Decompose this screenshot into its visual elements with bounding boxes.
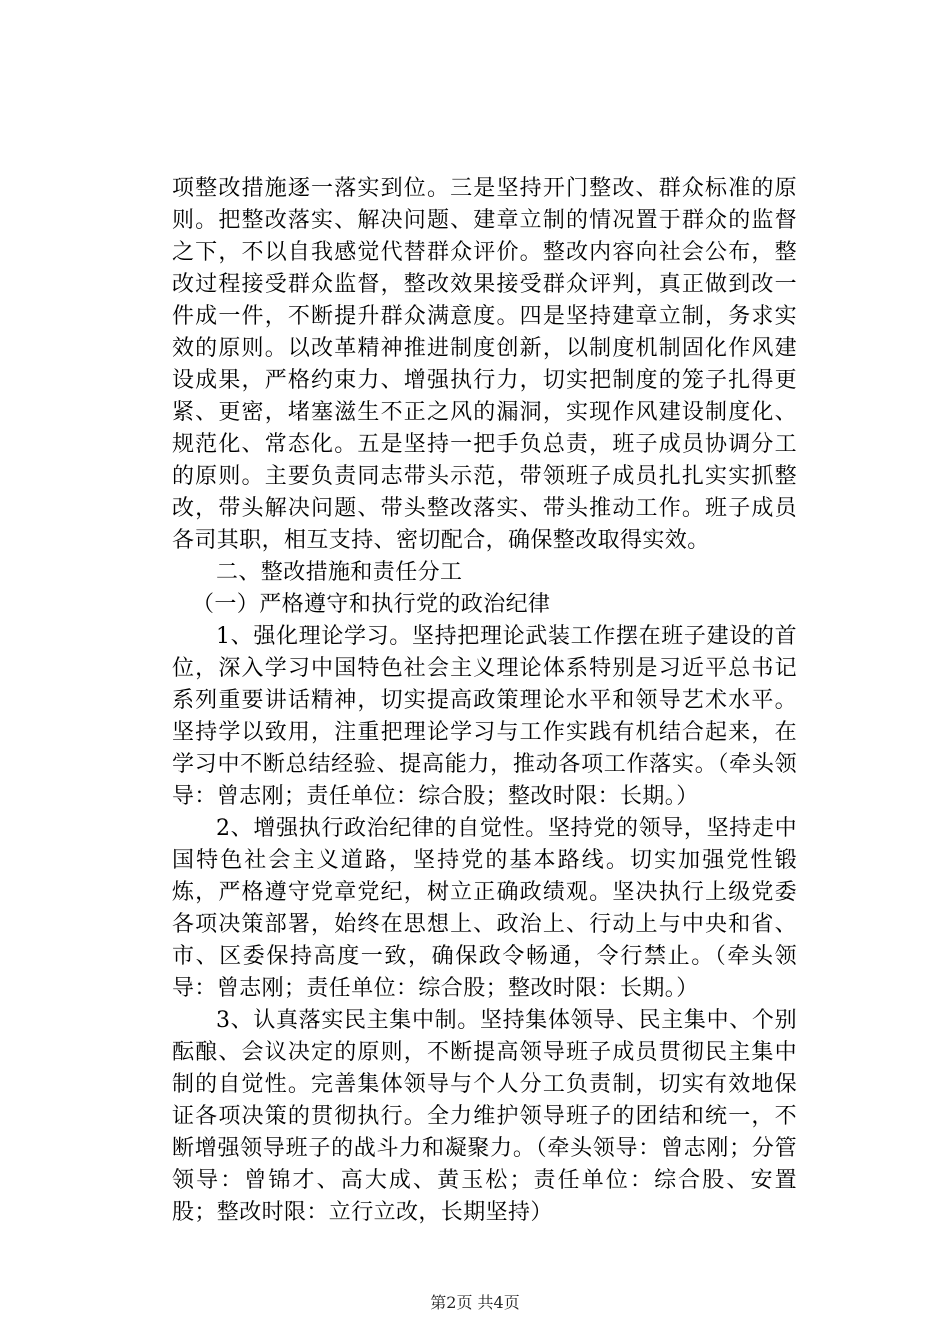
- section-heading: 二、整改措施和责任分工: [216, 560, 463, 585]
- paragraph-item-2: 2、增强执行政治纪律的自觉性。坚持党的领导，坚持走中国特色社会主义道路，坚持党的基本路线。切实加强党性锻炼，严格遵守党章党纪，树立正确政绩观。坚决执行上级党委各项决策部署，始终在思想上、政治上、行动上与中央和省、市、区委保持高度一致，确保政令畅通，令行禁止。（牵头领导：曾志刚；责任单位：综合股；整改时限：长期。）: [172, 816, 797, 1001]
- paragraph-item-1: 1、强化理论学习。坚持把理论武装工作摆在班子建设的首位，深入学习中国特色社会主义理论体系特别是习近平总书记系列重要讲话精神，切实提高政策理论水平和领导艺术水平。坚持学以致用，注重把理论学习与工作实践有机结合起来，在学习中不断总结经验、提高能力，推动各项工作落实。（牵头领导：曾志刚；责任单位：综合股；整改时限：长期。）: [172, 624, 797, 809]
- subsection-heading: （一）严格遵守和执行党的政治纪律: [192, 592, 551, 617]
- document-body: [172, 173, 797, 1229]
- page-number-footer: 第2页 共4页: [430, 1293, 520, 1312]
- paragraph-item-3: 3、认真落实民主集中制。坚持集体领导、民主集中、个别酝酿、会议决定的原则，不断提高领导班子成员贯彻民主集中制的自觉性。完善集体领导与个人分工负责制，切实有效地保证各项决策的贯彻执行。全力维护领导班子的团结和统一，不断增强领导班子的战斗力和凝聚力。（牵头领导：曾志刚；分管领导：曾锦才、高大成、黄玉松；责任单位：综合股、安置股；整改时限：立行立改，长期坚持）: [172, 1008, 797, 1225]
- paragraph-principles-continued: 项整改措施逐一落实到位。三是坚持开门整改、群众标准的原则。把整改落实、解决问题、建章立制的情况置于群众的监督之下，不以自我感觉代替群众评价。整改内容向社会公布，整改过程接受群众监督，整改效果接受群众评判，真正做到改一件成一件，不断提升群众满意度。四是坚持建章立制，务求实效的原则。以改革精神推进制度创新，以制度机制固化作风建设成果，严格约束力、增强执行力，切实把制度的笼子扎得更紧、更密，堵塞滋生不正之风的漏洞，实现作风建设制度化、规范化、常态化。五是坚持一把手负总责，班子成员协调分工的原则。主要负责同志带头示范，带领班子成员扎扎实实抓整改，带头解决问题、带头整改落实、带头推动工作。班子成员各司其职，相互支持、密切配合，确保整改取得实效。: [172, 176, 797, 553]
